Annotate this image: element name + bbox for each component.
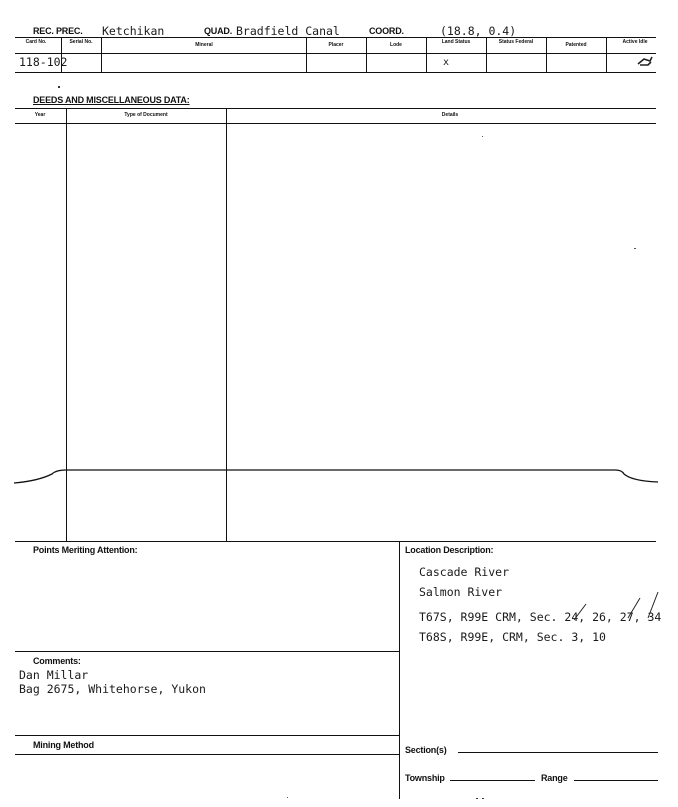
comments-line: Dan Millar (19, 668, 89, 682)
comments-line: Bag 2675, Whitehorse, Yukon (19, 682, 206, 696)
col-active-idle: Active Idle (622, 39, 648, 45)
quad-label: QUAD. (204, 26, 232, 36)
speck (287, 797, 288, 798)
speck (58, 86, 60, 88)
location-line: T68S, R99E, CRM, Sec. 3, 10 (419, 630, 606, 644)
comments-label: Comments: (33, 656, 81, 666)
section-label: Section(s) (405, 745, 447, 755)
col-serial-no: Serial No. (69, 39, 93, 45)
rule (15, 754, 400, 755)
col-sep (486, 37, 487, 72)
rule (15, 37, 656, 38)
mining-method-label: Mining Method (33, 740, 94, 750)
col-sep (606, 37, 607, 72)
col-card-no: Card No. (25, 39, 47, 45)
township-blank (450, 780, 535, 781)
points-label: Points Meriting Attention: (33, 545, 138, 555)
col-sep (426, 37, 427, 72)
card-no-value: 118-102 (19, 55, 68, 69)
coord-label: COORD. (369, 26, 404, 36)
location-line: Cascade River (419, 565, 510, 579)
rec-prec-label: REC. PREC. (33, 26, 83, 36)
col-year: Year (34, 112, 46, 118)
col-lode: Lode (390, 42, 402, 48)
speck (476, 798, 478, 799)
rec-prec-value: Ketchikan (102, 24, 165, 38)
location-label: Location Description: (405, 545, 494, 555)
col-status-federal: Status Federal (498, 39, 534, 45)
col-sep (101, 37, 102, 72)
col-patented: Patented (565, 42, 587, 48)
deeds-title: DEEDS AND MISCELLANEOUS DATA: (33, 95, 190, 105)
col-sep (366, 37, 367, 72)
rule (15, 72, 656, 73)
section-blank (458, 752, 658, 753)
range-blank (574, 780, 658, 781)
speck (482, 798, 484, 799)
quad-value: Bradfield Canal (236, 24, 340, 38)
col-sep (306, 37, 307, 72)
location-line: T67S, R99E CRM, Sec. 24, 26, 27, 34 (419, 610, 662, 624)
handwritten-tick-marks (560, 588, 660, 622)
col-sep (399, 541, 400, 799)
col-details: Details (441, 112, 459, 118)
ink-smudge-icon (636, 55, 654, 67)
range-label: Range (541, 773, 568, 783)
rule (15, 123, 656, 124)
rule (15, 735, 400, 736)
township-label: Township (405, 773, 445, 783)
col-sep (546, 37, 547, 72)
col-placer: Placer (328, 42, 344, 48)
speck (482, 136, 483, 137)
fold-crease (0, 458, 678, 492)
land-status-mark: x (443, 57, 450, 68)
rule (15, 651, 400, 652)
col-mineral: Mineral (195, 42, 213, 48)
coord-value: (18.8, 0.4) (440, 24, 517, 38)
col-type-of-document: Type of Document (124, 112, 168, 118)
rule (15, 108, 656, 109)
speck (634, 248, 636, 249)
rule (15, 541, 656, 542)
col-land-status: Land Status (441, 39, 471, 45)
location-line: Salmon River (419, 585, 503, 599)
rule (15, 53, 656, 54)
